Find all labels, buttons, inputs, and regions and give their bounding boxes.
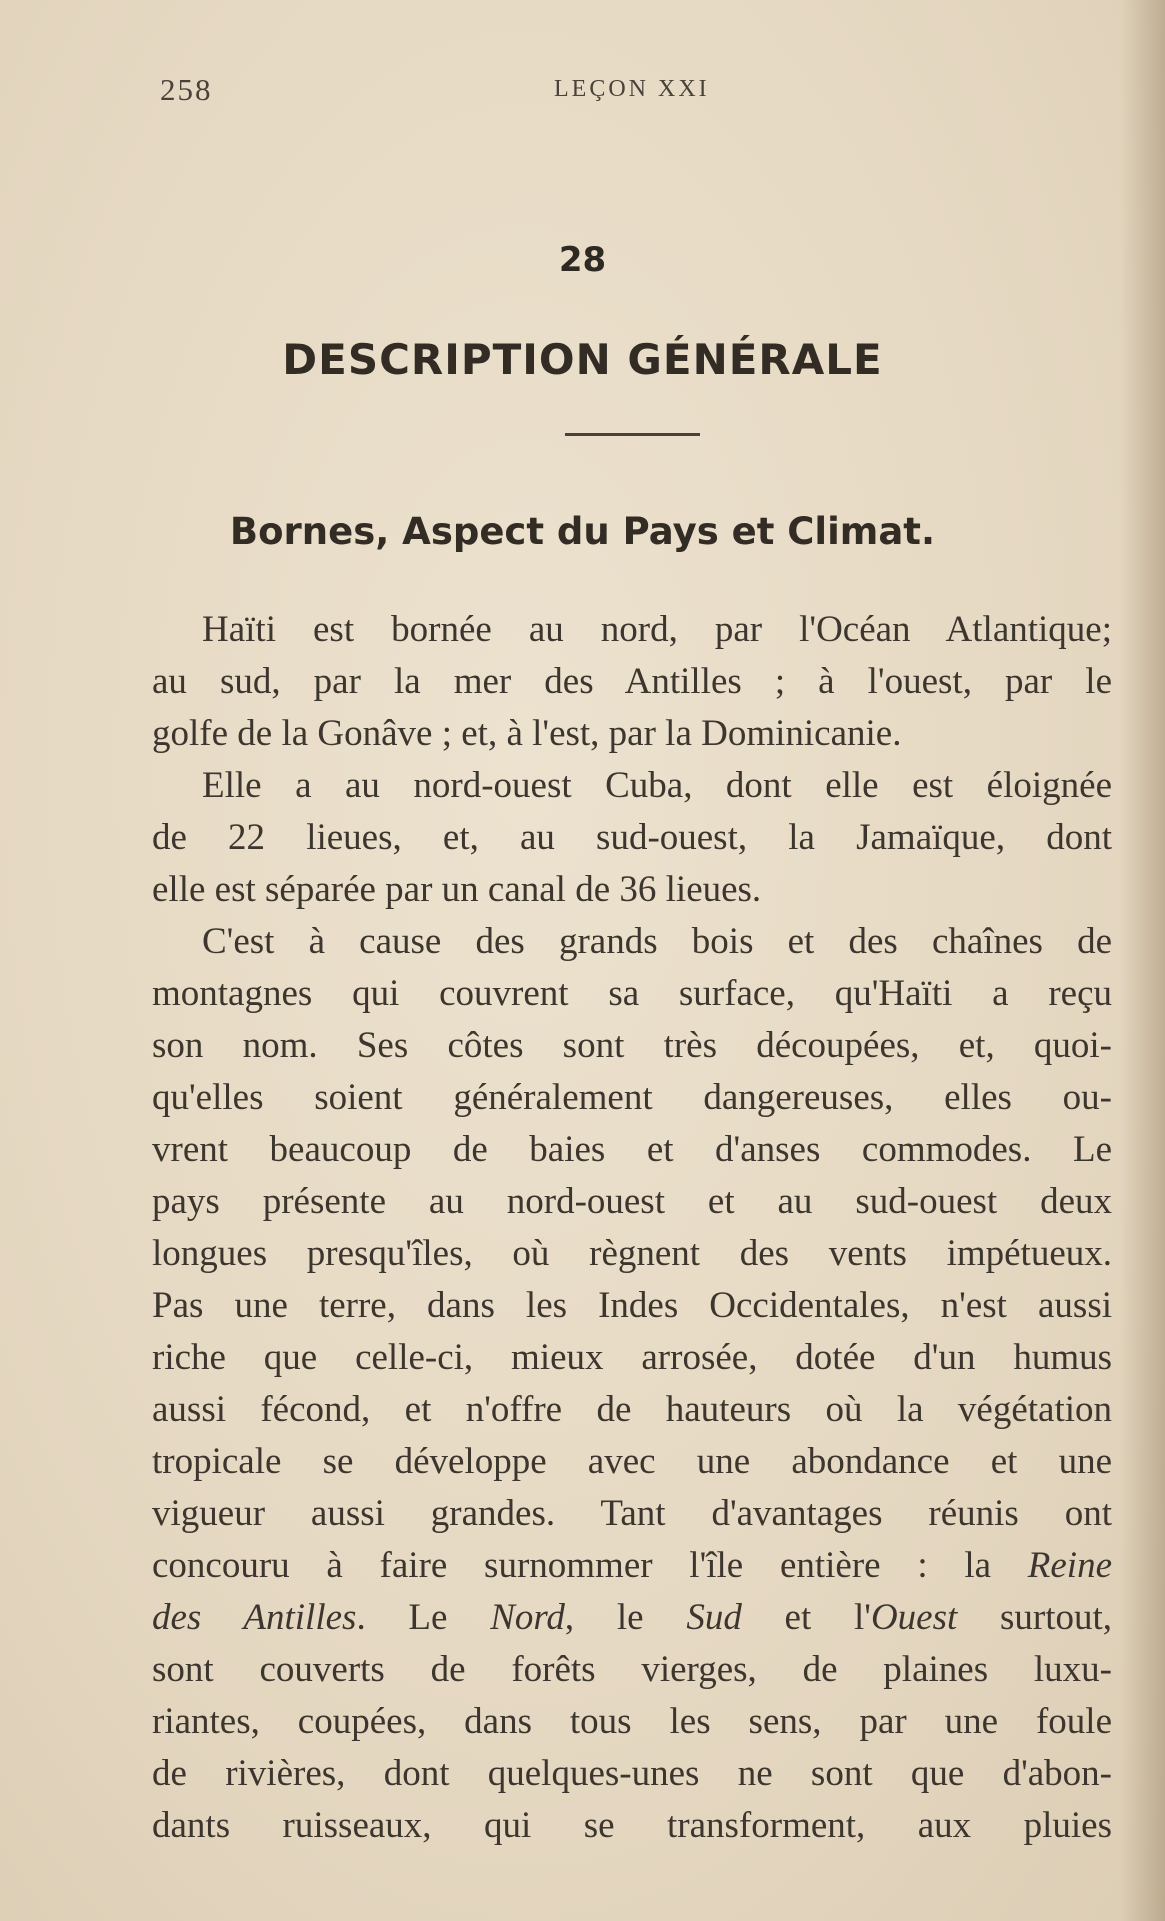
italic-text: Reine (1027, 1545, 1113, 1586)
italic-text: Sud (686, 1597, 742, 1638)
text-line: Elle a au nord-ouest Cuba, dont elle est éloignée (202, 765, 1112, 806)
text-segment: concouru à faire surnommer l'île entière : la (152, 1545, 992, 1586)
section-subtitle: Bornes, Aspect du Pays et Climat. (229, 510, 936, 553)
text-line (152, 1592, 1112, 1644)
section-title: DESCRIPTION GÉNÉRALE (282, 335, 883, 384)
text-line: qu'elles soient généralement dangereuses, elles ou- (152, 1077, 1112, 1118)
text-line: aussi fécond, et n'offre de hauteurs où la végétation (152, 1389, 1112, 1430)
text-line: montagnes qui couvrent sa surface, qu'Haïti a reçu (152, 973, 1112, 1014)
text-line: pays présente au nord-ouest et au sud-ouest deux (152, 1181, 1112, 1222)
text-line: longues presqu'îles, où règnent des vents impétueux. (152, 1233, 1112, 1274)
italic-text: Ouest (870, 1597, 958, 1638)
body-text (152, 604, 1112, 1852)
text-segment: surtout, (957, 1597, 1113, 1638)
text-line: sont couverts de forêts vierges, de plaines luxu- (152, 1649, 1112, 1690)
text-segment: . Le (356, 1597, 448, 1638)
text-line: vigueur aussi grandes. Tant d'avantages réunis ont (152, 1493, 1112, 1534)
italic-text: des Antilles (152, 1597, 357, 1638)
page-edge-shadow (1120, 0, 1165, 1921)
text-line: C'est à cause des grands bois et des chaînes de (202, 921, 1112, 962)
text-line: de rivières, dont quelques-unes ne sont que d'abon- (152, 1753, 1112, 1794)
section-number: 28 (558, 240, 607, 280)
text-line: Pas une terre, dans les Indes Occidentales, n'est aussi (152, 1285, 1112, 1326)
text-line: golfe de la Gonâve ; et, à l'est, par la Dominicanie. (152, 713, 902, 754)
text-line (152, 1540, 1112, 1592)
text-line: Haïti est bornée au nord, par l'Océan Atlantique; (202, 609, 1112, 650)
italic-text: Nord (490, 1597, 565, 1638)
text-segment: et l' (741, 1597, 871, 1638)
text-line: vrent beaucoup de baies et d'anses commodes. Le (152, 1129, 1112, 1170)
text-line: riche que celle-ci, mieux arrosée, dotée d'un humus (152, 1337, 1112, 1378)
text-line: son nom. Ses côtes sont très découpées, et, quoi- (152, 1025, 1112, 1066)
text-line: riantes, coupées, dans tous les sens, par une foule (152, 1701, 1112, 1742)
running-head (160, 72, 735, 112)
text-segment: , le (564, 1597, 644, 1638)
text-line: dants ruisseaux, qui se transforment, aux pluies (152, 1805, 1112, 1846)
text-line: elle est séparée par un canal de 36 lieues. (152, 869, 762, 910)
title-divider (565, 433, 700, 436)
text-line: de 22 lieues, et, au sud-ouest, la Jamaïque, dont (152, 817, 1112, 858)
text-line: au sud, par la mer des Antilles ; à l'ouest, par le (152, 661, 1112, 702)
text-line: tropicale se développe avec une abondance et une (152, 1441, 1112, 1482)
page-number: 258 (160, 72, 213, 107)
running-title: LEÇON XXI (554, 76, 710, 102)
